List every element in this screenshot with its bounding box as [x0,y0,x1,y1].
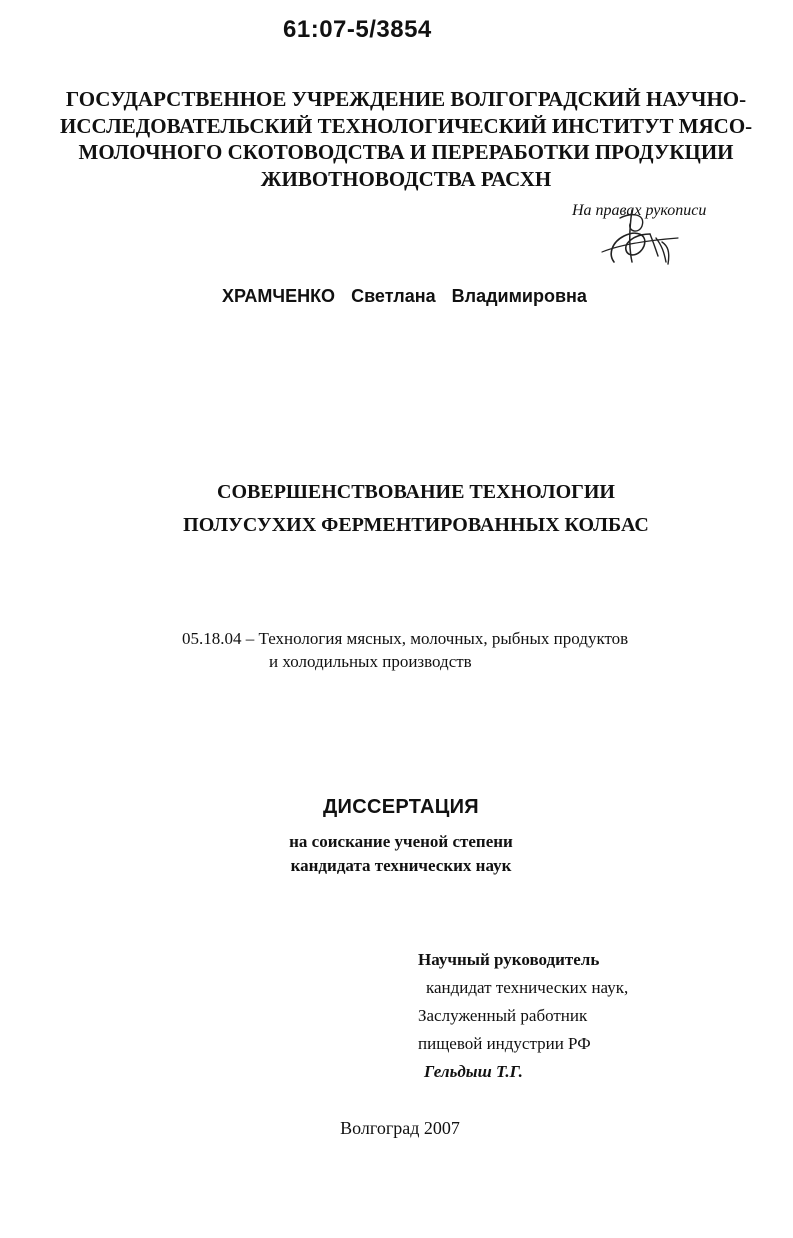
author-surname: ХРАМЧЕНКО [222,286,336,306]
dissertation-heading: ДИССЕРТАЦИЯ [323,796,479,818]
author-patronymic: Владимировна [451,286,587,306]
specialty [182,627,628,673]
institution-line: ЖИВОТНОВОДСТВА РАСХН [260,166,552,191]
thesis-title-line: СОВЕРШЕНСТВОВАНИЕ ТЕХНОЛОГИИ [217,481,615,503]
thesis-title-line: ПОЛУСУХИХ ФЕРМЕНТИРОВАННЫХ КОЛБАС [183,514,649,536]
author-name [222,286,587,307]
thesis-title [150,476,682,542]
institution-line: ГОСУДАРСТВЕННОЕ УЧРЕЖДЕНИЕ ВОЛГОГРАДСКИЙ НАУЧНО- [65,87,747,111]
degree-line: кандидата технических наук [290,856,512,875]
handwritten-signature [592,204,684,272]
supervisor-degree: кандидат технических наук, [426,978,629,997]
institution-line: МОЛОЧНОГО СКОТОВОДСТВА И ПЕРЕРАБОТКИ ПРОДУКЦИИ [78,140,734,164]
supervisor-block [418,946,628,1086]
manuscript-note: На правах рукописи [572,202,707,219]
specialty-line: и холодильных производств [269,652,472,671]
supervisor-title: пищевой индустрии РФ [418,1034,591,1053]
supervisor-name: Гельдыш Т.Г. [424,1062,523,1081]
degree-line: на соискание ученой степени [289,832,513,851]
archive-code: 61:07-5/3854 [283,16,432,43]
author-first-name: Светлана [351,286,436,306]
supervisor-title: Заслуженный работник [418,1006,588,1025]
specialty-line: 05.18.04 – Технология мясных, молочных, рыбных продуктов [182,629,629,648]
supervisor-label: Научный руководитель [418,950,600,969]
institution-line: ИССЛЕДОВАТЕЛЬСКИЙ ТЕХНОЛОГИЧЕСКИЙ ИНСТИТУТ МЯСО- [60,113,753,138]
degree-description [262,830,540,878]
institution-name [60,86,752,192]
place-year: Волгоград 2007 [340,1118,460,1138]
